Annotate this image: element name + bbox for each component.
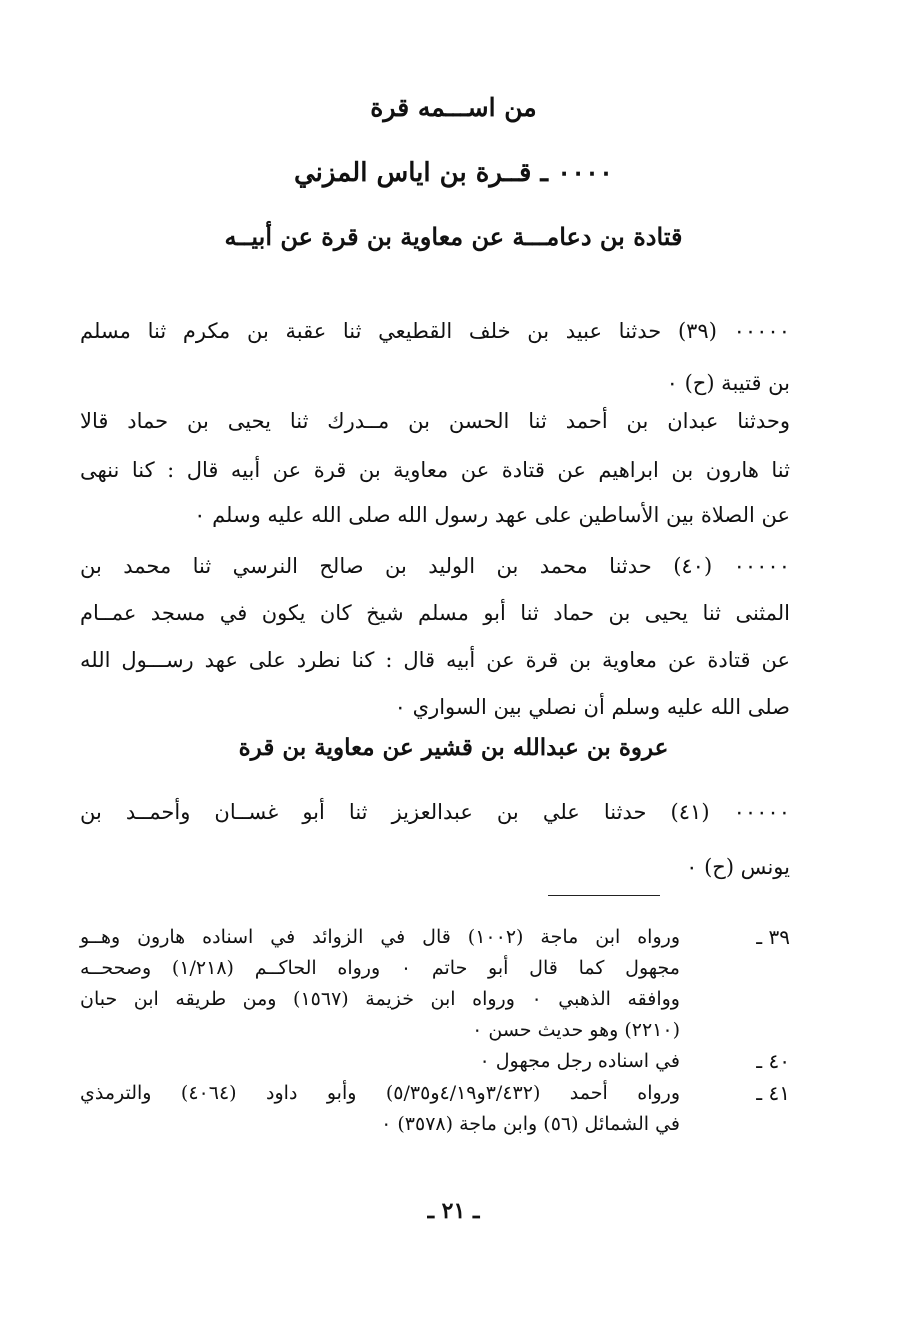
body-line: ثنا هارون بن ابراهيم عن قتادة عن معاوية بن قرة عن أبيه قال : كنا ننهى (80, 458, 790, 482)
body-line: ٠٠٠٠٠ (٣٩) حدثنا عبيد بن خلف القطيعي ثنا عقبة بن مكرم ثنا مسلم (80, 319, 790, 343)
footnote-line: مجهول كما قال أبو حاتم ٠ ورواه الحاكــم (١/٢١٨) وصححــه (80, 957, 680, 979)
body-line: صلى الله عليه وسلم أن نصلي بين السواري ٠ (394, 695, 790, 719)
body-line: عن قتادة عن معاوية بن قرة عن أبيه قال : كنا نطرد على عهد رســـول الله (80, 648, 790, 672)
section-title: من اســـمه قرة (370, 93, 537, 122)
footnote-line: في اسناده رجل مجهول ٠ (479, 1050, 680, 1072)
body-line: وحدثنا عبدان بن أحمد ثنا الحسن بن مــدرك ثنا يحيى بن حماد قالا (80, 409, 790, 433)
footnote-number: ٣٩ ـ (756, 925, 790, 949)
entry-title: ٠٠٠٠ ـ قــرة بن اياس المزني (294, 158, 613, 188)
footnote-line: ورواه ابن ماجة (١٠٠٢) قال في الزوائد في اسناده هارون وهــو (80, 926, 680, 948)
footnote-number: ٤١ ـ (756, 1081, 790, 1105)
footnote-line: في الشمائل (٥٦) وابن ماجة (٣٥٧٨) ٠ (381, 1113, 680, 1135)
body-line: المثنى ثنا يحيى بن حماد ثنا أبو مسلم شيخ كان يكون في مسجد عمــام (80, 601, 790, 625)
body-line: بن قتيبة (ح) ٠ (666, 371, 790, 395)
page-number: ـ ٢١ ـ (427, 1198, 480, 1224)
footnote-line: ورواه أحمد (٣/٤٣٢و٤/١٩و٥/٣٥) وأبو داود (٤٠٦٤) والترمذي (80, 1082, 680, 1104)
footnote-line: ووافقه الذهبي ٠ ورواه ابن خزيمة (١٥٦٧) ومن طريقه ابن حبان (80, 988, 680, 1010)
chain-heading-urwa: عروة بن عبدالله بن قشير عن معاوية بن قرة (238, 734, 669, 761)
body-line: عن الصلاة بين الأساطين على عهد رسول الله صلى الله عليه وسلم ٠ (194, 503, 790, 527)
footnote-line: (٢٢١٠) وهو حديث حسن ٠ (472, 1019, 680, 1041)
footnote-separator (548, 895, 660, 896)
body-line: ٠٠٠٠٠ (٤١) حدثنا علي بن عبدالعزيز ثنا أبو غســان وأحمــد بن (80, 800, 790, 824)
footnote-number: ٤٠ ـ (756, 1049, 790, 1073)
chain-heading-qatada: قتادة بن دعامـــة عن معاوية بن قرة عن أبيــه (224, 222, 683, 251)
body-line: يونس (ح) ٠ (686, 855, 790, 879)
body-line: ٠٠٠٠٠ (٤٠) حدثنا محمد بن الوليد بن صالح النرسي ثنا محمد بن (80, 554, 790, 578)
